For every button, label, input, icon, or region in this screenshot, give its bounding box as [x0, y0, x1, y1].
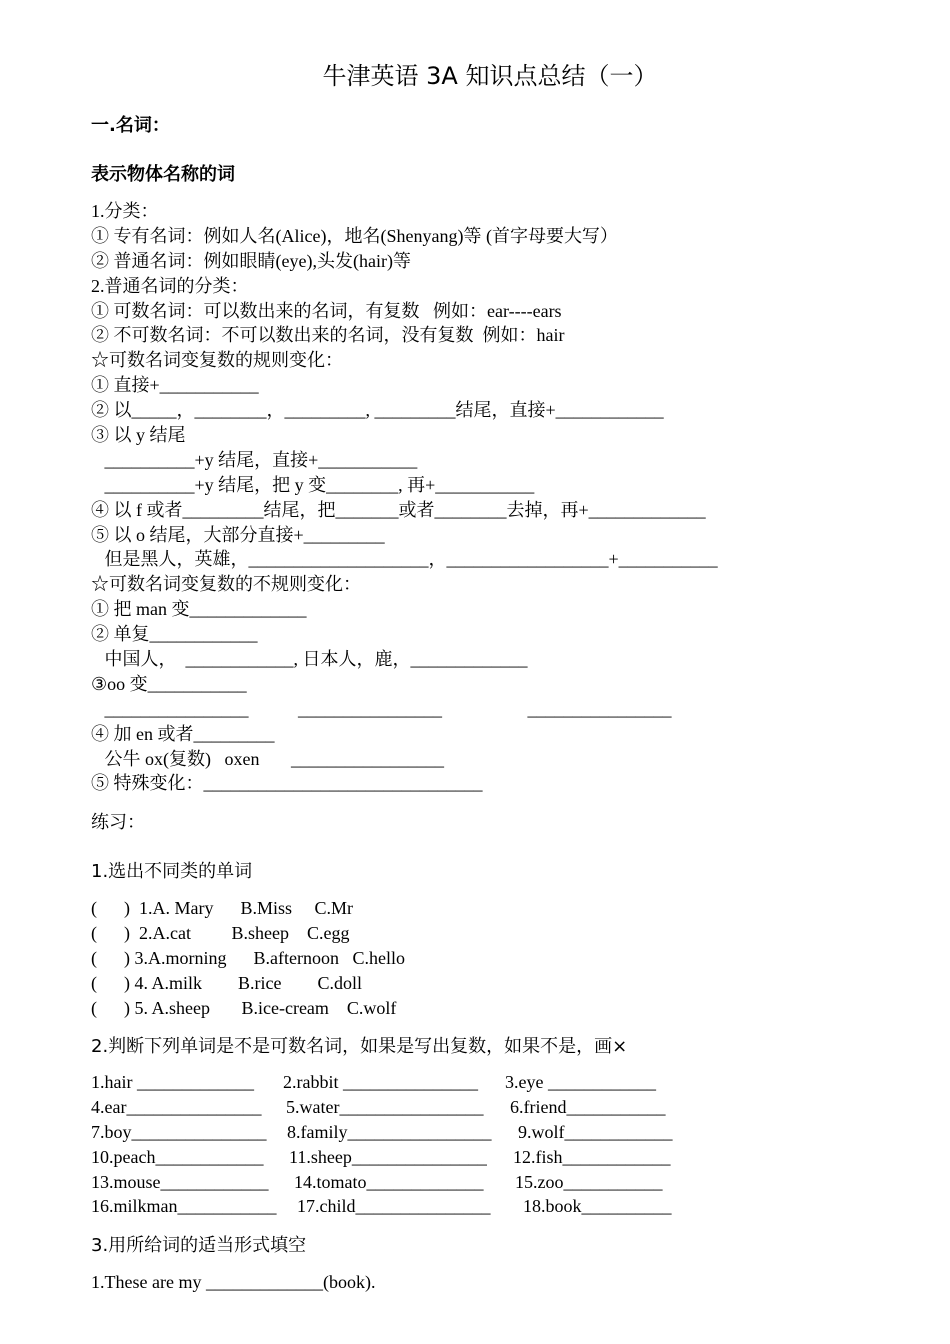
exercise-2-row [91, 1120, 673, 1145]
exercise-2-cell: 13.mouse____________ [91, 1171, 269, 1192]
note-line: __________+y 结尾，把 y 变________, 再+___________ [91, 474, 535, 495]
exercise-2-cell: 3.eye ____________ [505, 1072, 656, 1092]
exercise-2-cell: 17.child_______________ [297, 1196, 491, 1217]
exercise-2-cell: 1.hair _____________ [91, 1072, 254, 1092]
note-line: ☆可数名词变复数的不规则变化： [91, 574, 361, 595]
exercise-1-item: ( ) 5. A.sheep B.ice-cream C.wolf [91, 997, 397, 1018]
exercise-2-cell: 2.rabbit _______________ [283, 1072, 478, 1092]
exercise-3-list [91, 1270, 375, 1295]
exercise-2-cell: 9.wolf____________ [518, 1121, 673, 1142]
note-line: 2.普通名词的分类： [91, 275, 249, 296]
exercise-2-row [91, 1095, 666, 1120]
exercise-1-heading: 1.选出不同类的单词 [91, 861, 253, 882]
exercise-2-row [91, 1194, 672, 1219]
note-line: 中国人， ____________, 日本人，鹿，_____________ [91, 649, 528, 670]
note-line: 但是黑人，英雄，____________________，__________________+___________ [91, 549, 718, 570]
note-line: ④ 加 en 或者_________ [91, 723, 275, 744]
exercise-2-row [91, 1070, 656, 1095]
exercise-2-row [91, 1145, 671, 1170]
exercise-2-cell: 14.tomato_____________ [294, 1171, 484, 1192]
exercise-1-item: ( ) 2.A.cat B.sheep C.egg [91, 922, 350, 943]
exercise-1-list [91, 896, 405, 1020]
note-line: ① 直接+___________ [91, 375, 259, 396]
note-line: 公牛 ox(复数) oxen _________________ [91, 748, 444, 769]
exercise-2-cell: 5.water________________ [286, 1096, 484, 1117]
section-heading-noun: 一.名词： [91, 115, 170, 136]
exercise-2-cell: 8.family________________ [287, 1121, 492, 1142]
notes-block [91, 199, 871, 796]
exercise-2-grid [91, 1070, 673, 1219]
exercise-1-item: ( ) 4. A.milk B.rice C.doll [91, 972, 362, 993]
exercise-2-heading: 2.判断下列单词是不是可数名词，如果是写出复数，如果不是，画× [91, 1036, 628, 1057]
exercise-2-cell: 10.peach____________ [91, 1146, 264, 1167]
exercise-2-cell: 7.boy_______________ [91, 1121, 267, 1142]
note-line: ________________ ________________ ________________ [91, 698, 672, 719]
subheading-noun-definition: 表示物体名称的词 [91, 164, 235, 185]
exercise-2-cell: 18.book__________ [523, 1196, 672, 1217]
note-line: ⑤ 以 o 结尾，大部分直接+_________ [91, 524, 385, 545]
note-line: ③ 以 y 结尾 [91, 425, 186, 446]
practice-heading: 练习： [91, 812, 145, 833]
note-line: ☆可数名词变复数的规则变化： [91, 350, 343, 371]
note-line: ② 单复____________ [91, 624, 258, 645]
exercise-3-heading: 3.用所给词的适当形式填空 [91, 1235, 307, 1256]
exercise-1-item: ( ) 3.A.morning B.afternoon C.hello [91, 947, 405, 968]
exercise-2-row [91, 1170, 663, 1195]
note-line: ② 普通名词：例如眼睛(eye),头发(hair)等 [91, 250, 411, 271]
exercise-1-item: ( ) 1.A. Mary B.Miss C.Mr [91, 898, 354, 918]
note-line: ② 不可数名词：不可以数出来的名词，没有复数 例如：hair [91, 325, 565, 346]
note-line: ① 把 man 变_____________ [91, 599, 307, 620]
exercise-2-cell: 4.ear_______________ [91, 1096, 262, 1117]
note-line: ① 可数名词：可以数出来的名词，有复数 例如：ear----ears [91, 300, 562, 321]
exercise-2-cell: 15.zoo___________ [515, 1171, 663, 1192]
note-line: ⑤ 特殊变化：_______________________________ [91, 773, 483, 794]
note-line: ① 专有名词：例如人名(Alice)，地名(Shenyang)等 (首字母要大写） [91, 225, 618, 246]
note-line: ② 以_____，________，_________, _________结尾，直接+____________ [91, 400, 664, 421]
exercise-2-cell: 16.milkman___________ [91, 1196, 277, 1217]
note-line: ③oo 变___________ [91, 673, 247, 694]
note-line: 1.分类： [91, 201, 159, 221]
exercise-2-cell: 6.friend___________ [510, 1096, 666, 1117]
exercise-2-cell: 12.fish____________ [513, 1146, 671, 1167]
exercise-3-item: 1.These are my _____________(book). [91, 1272, 376, 1292]
exercise-2-cell: 11.sheep_______________ [289, 1146, 487, 1167]
page-title: 牛津英语 3A 知识点总结（一） [322, 62, 658, 90]
note-line: ④ 以 f 或者_________结尾，把_______或者________去掉，再+_____________ [91, 499, 706, 520]
note-line: __________+y 结尾，直接+___________ [91, 449, 418, 470]
